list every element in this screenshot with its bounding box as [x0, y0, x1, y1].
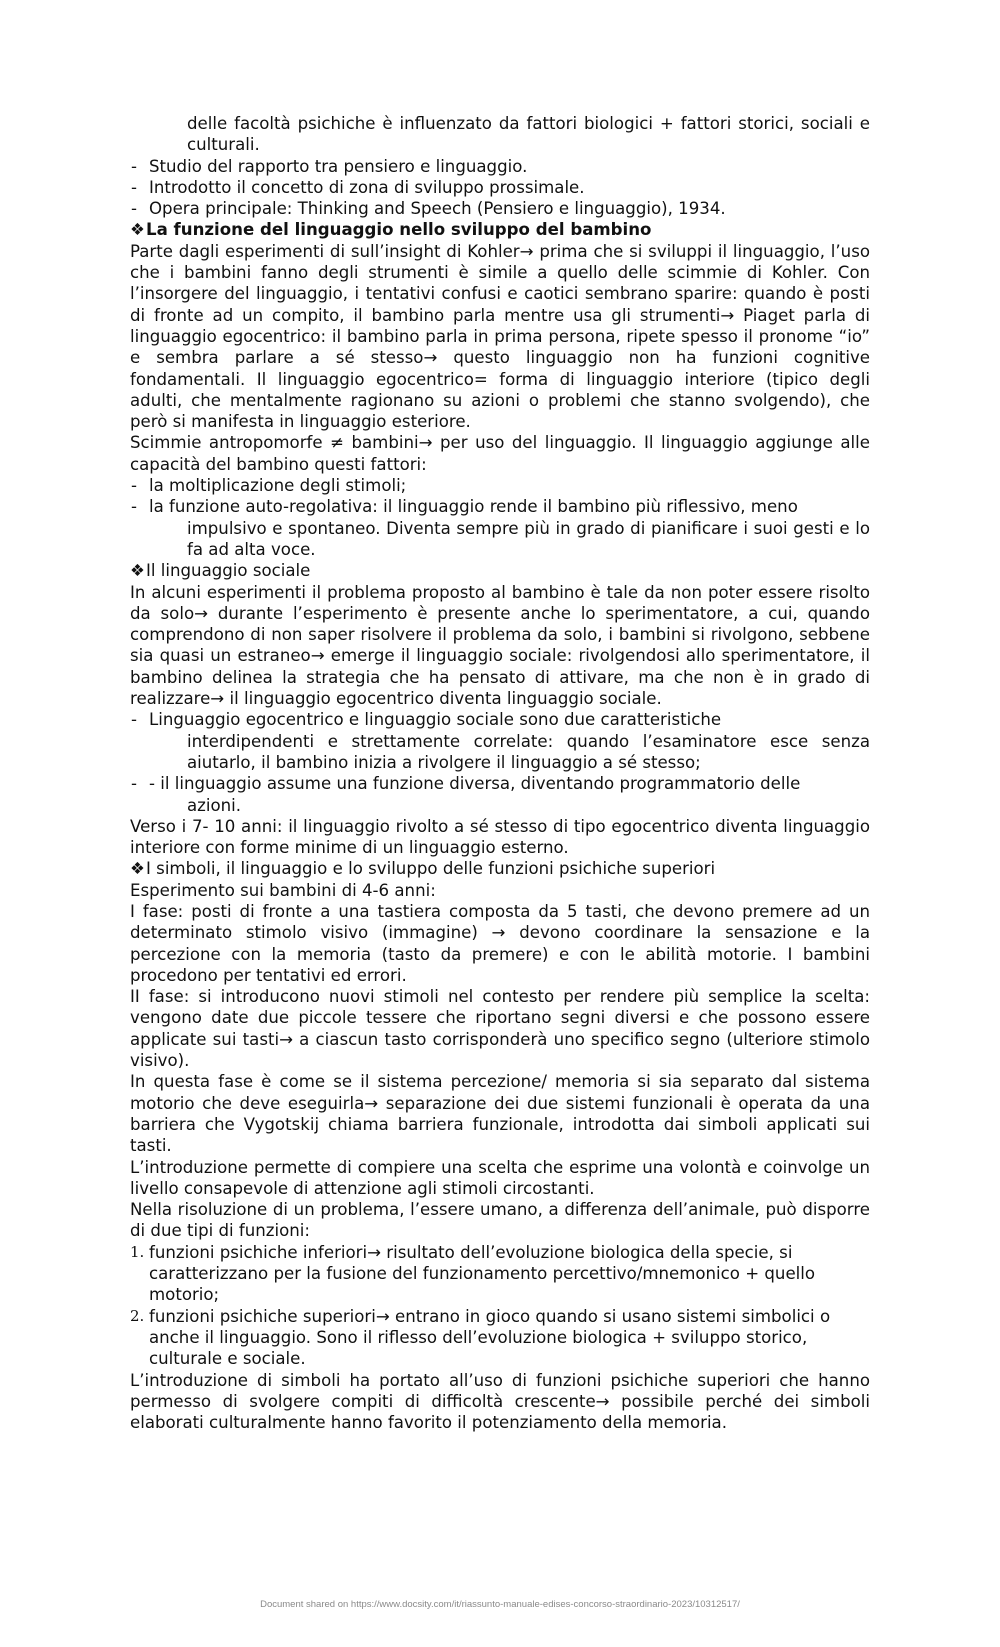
paragraph: Scimmie antropomorfe ≠ bambini→ per uso del linguaggio. Il linguaggio aggiunge alle capacità del bambino questi fattori: — [130, 433, 870, 474]
paragraph: In questa fase è come se il sistema percezione/ memoria si sia separato dal sistema motorio che deve eseguirla→ separazione dei due sistemi funzionali è operata da una barriera che Vygotskij chiama barriera funzionale, introdotta dai simboli applicati sui tasti. — [130, 1072, 870, 1156]
paragraph: In alcuni esperimenti il problema proposto al bambino è tale da non poter essere risolto da solo→ durante l’esperimento è presente anche lo sperimentatore, a cui, quando comprendono di non saper risolvere il problema da solo, i bambini si rivolgono, sebbene sia quasi un estraneo→ emerge il linguaggio sociale: rivolgendosi allo sperimentatore, il bambino delinea la strategia che ha pensato di attivare, ma che non è in grado di realizzare→ il linguaggio egocentrico diventa linguaggio sociale. — [130, 582, 870, 709]
numbered-item: 2. funzioni psichiche superiori→ entrano in gioco quando si usano sistemi simbolici o anche il linguaggio. Sono il riflesso dell’evoluzione biologica + sviluppo storico, culturale e sociale. — [130, 1306, 831, 1369]
dash-bullet-icon: - — [131, 497, 137, 517]
numbered-item: 1. funzioni psichiche inferiori→ risultato dell’evoluzione biologica della specie, si caratterizzano per la fusione del funzionamento percettivo/mnemonico + quello motorio; — [130, 1242, 816, 1305]
paragraph: Verso i 7- 10 anni: il linguaggio rivolto a sé stesso di tipo egocentrico diventa linguaggio interiore con forme minime di un linguaggio esterno. — [130, 816, 870, 858]
section-heading: ❖La funzione del linguaggio nello sviluppo del bambino — [130, 220, 652, 240]
paragraph: L’introduzione permette di compiere una scelta che esprime una volontà e coinvolge un livello consapevole di attenzione agli stimoli circostanti. — [130, 1157, 870, 1198]
dash-bullet-icon: - — [131, 199, 137, 219]
list-item: - la moltiplicazione degli stimoli; — [131, 476, 407, 496]
document-page — [130, 113, 870, 1433]
paragraph: L’introduzione di simboli ha portato all’uso di funzioni psichiche superiori che hanno permesso di svolgere compiti di difficoltà crescente→ possibile perché dei simboli elaborati culturalmente hanno favorito il potenziamento della memoria. — [130, 1370, 870, 1433]
footer-link[interactable]: Document shared on https://www.docsity.com/it/riassunto-manuale-edises-concorso-straordinario-2023/10312517/ — [260, 1599, 740, 1610]
dash-bullet-icon: - — [131, 476, 137, 496]
list-item: - Linguaggio egocentrico e linguaggio sociale sono due caratteristiche interdipendenti e strettamente correlate: quando l’esaminatore esce senza aiutarlo, il bambino inizia a rivolgere il linguaggio a sé stesso; — [131, 710, 870, 772]
list-item: - la funzione auto-regolativa: il linguaggio rende il bambino più riflessivo, meno impulsivo e spontaneo. Diventa sempre più in grado di pianificare i suoi gesti e lo fa ad alta voce. — [131, 497, 870, 559]
section-heading: ❖Il linguaggio sociale — [130, 561, 311, 581]
list-item: - Studio del rapporto tra pensiero e linguaggio. — [131, 156, 528, 176]
list-number: 2. — [130, 1306, 145, 1325]
paragraph: Esperimento sui bambini di 4-6 anni: — [130, 880, 436, 900]
list-item: - - il linguaggio assume una funzione diversa, diventando programmatorio delle azioni. — [131, 774, 801, 815]
paragraph: Nella risoluzione di un problema, l’essere umano, a differenza dell’animale, può disporre di due tipi di funzioni: — [130, 1200, 870, 1241]
section-heading: ❖I simboli, il linguaggio e lo sviluppo delle funzioni psichiche superiori — [130, 859, 716, 879]
diamond-icon: ❖ — [130, 859, 145, 879]
list-item: - Opera principale: Thinking and Speech (Pensiero e linguaggio), 1934. — [131, 199, 726, 219]
dash-bullet-icon: - — [131, 774, 137, 794]
diamond-icon: ❖ — [130, 561, 145, 581]
paragraph: Parte dagli esperimenti di sull’insight di Kohler→ prima che si sviluppi il linguaggio, l’uso che i bambini fanno degli strumenti è simile a quello delle scimmie di Kohler. Con l’insorgere del linguaggio, i tentativi confusi e caotici sembrano sparire: quando è posti di fronte ad un compito, il bambino parla mentre usa gli strumenti→ Piaget parla di linguaggio egocentrico: il bambino parla in prima persona, ripete spesso il pronome “io” e sembra parlare a sé stesso→ questo linguaggio non ha funzioni cognitive fondamentali. Il linguaggio egocentrico= forma di linguaggio interiore (tipico degli adulti, che mentalmente ragionano su azioni o problemi che stanno svolgendo), che però si manifesta in linguaggio esteriore. — [130, 241, 870, 432]
diamond-icon: ❖ — [130, 220, 145, 240]
list-item: - Introdotto il concetto di zona di sviluppo prossimale. — [131, 177, 585, 197]
list-number: 1. — [130, 1242, 145, 1261]
paragraph: II fase: si introducono nuovi stimoli nel contesto per rendere più semplice la scelta: vengono date due piccole tessere che riportano segni diversi e che possono essere applicate sui tasti→ a ciascun tasto corrisponderà uno specifico segno (ulteriore stimolo visivo). — [130, 987, 870, 1071]
paragraph-continued: delle facoltà psichiche è influenzato da fattori biologici + fattori storici, sociali e culturali. — [187, 114, 870, 155]
dash-bullet-icon: - — [131, 177, 137, 197]
paragraph: I fase: posti di fronte a una tastiera composta da 5 tasti, che devono premere ad un determinato stimolo visivo (immagine) → devono coordinare la sensazione e la percezione con la memoria (tasto da premere) e con le abilità motorie. I bambini procedono per tentativi ed errori. — [130, 901, 870, 985]
dash-bullet-icon: - — [131, 156, 137, 176]
dash-bullet-icon: - — [131, 710, 137, 730]
